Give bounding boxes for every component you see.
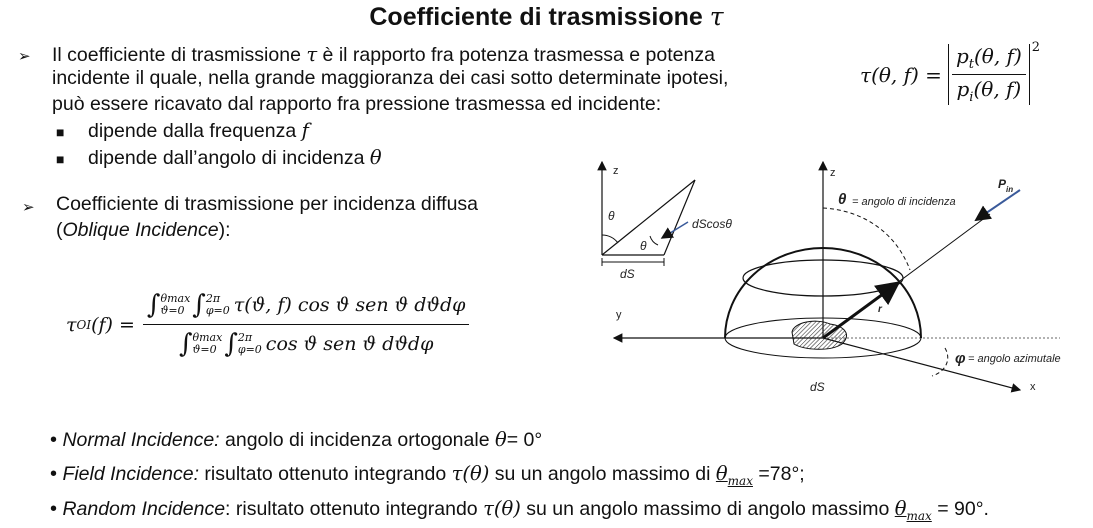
normal-incidence-label: Normal Incidence: <box>62 429 220 451</box>
normal-incidence-theta: θ <box>494 428 507 451</box>
formula-oi-args: (f) = <box>91 313 135 336</box>
title-symbol: τ <box>709 2 724 31</box>
int1-lower: ϑ=0 <box>160 304 185 317</box>
bullet-field-incidence: • Field Incidence: risultato ottenuto integrando τ(θ) su un angolo massimo di $\theta_{max} =78^\circ$; <box>50 462 805 488</box>
field-incidence-text: risultato ottenuto integrando <box>199 463 452 485</box>
random-incidence-text2: su un angolo massimo di angolo massimo <box>520 498 895 520</box>
sub-item-angle-sym: θ <box>369 146 382 169</box>
sub-item-frequency-text: dipende dalla frequenza <box>88 120 302 142</box>
bullet-normal-incidence: • Normal Incidence: angolo di incidenza ortogonale θ= 0° <box>50 428 543 451</box>
theta-description: = angolo di incidenza <box>852 196 956 208</box>
pin-label: $P_{in}$ <box>998 177 1014 194</box>
formula-den-sub: i <box>969 90 974 105</box>
random-incidence-max: max <box>906 508 932 523</box>
small-dscos-label: dScosθ <box>692 217 732 231</box>
sub-item-angle-text: dipende dall’angolo di incidenza <box>88 147 370 169</box>
small-ds-label: dS <box>620 267 635 281</box>
sub-item-angle <box>88 146 382 170</box>
int2-upper: 2π <box>205 292 221 305</box>
formula-den-p: p <box>956 77 970 101</box>
intro-tau-symbol: τ <box>306 43 318 66</box>
field-incidence-tau: τ(θ) <box>451 462 490 485</box>
intro-line-1-text: Il coefficiente di trasmissione <box>52 44 307 66</box>
field-incidence-value: =78°; <box>752 463 805 485</box>
formula-tau-lhs: τ(θ, f) = <box>860 62 942 87</box>
formula-tau-ratio <box>860 40 1041 105</box>
diffuse-paren-open: ( <box>56 219 63 241</box>
int2-lower-den: φ=0 <box>237 343 262 356</box>
small-theta-arc-2 <box>650 236 658 245</box>
formula-oi-tau: τ <box>66 313 77 336</box>
int1-upper: θmax <box>160 292 191 305</box>
page-title <box>0 2 1093 32</box>
small-theta-label: θ <box>608 209 615 223</box>
theta-label: θ <box>838 191 847 208</box>
sub-item-frequency <box>88 119 309 143</box>
intro-bullet-arrow: ➢ <box>18 48 31 65</box>
small-triangle-diagram <box>602 162 732 281</box>
formula-num-args: (θ, f) <box>974 44 1022 68</box>
int2-lower: φ=0 <box>205 304 230 317</box>
random-incidence-label: Random Incidence <box>62 498 226 520</box>
random-incidence-value: = 90°. <box>931 498 989 520</box>
hemisphere-diagram <box>614 162 1061 394</box>
square-bullet-1: ■ <box>56 124 65 140</box>
formula-oi-num-body: τ(ϑ, f) cos ϑ sen ϑ dϑdφ <box>233 294 466 316</box>
field-incidence-text2: su un angolo massimo di <box>489 463 716 485</box>
formula-num-sub: t <box>968 57 974 72</box>
pin-arrow <box>976 190 1020 220</box>
random-incidence-tau: τ(θ) <box>483 497 521 520</box>
diffuse-line-2 <box>56 219 231 242</box>
diffuse-line-1: Coefficiente di trasmissione per incidenza diffusa <box>56 193 479 215</box>
random-incidence-text: : risultato ottenuto integrando <box>225 498 484 520</box>
small-theta-label-2: θ <box>640 239 647 253</box>
phi-description: = angolo azimutale <box>968 353 1061 365</box>
field-incidence-theta: θ <box>715 462 728 485</box>
small-z-label: z <box>613 165 619 177</box>
field-incidence-max: max <box>727 473 753 488</box>
normal-incidence-text: angolo di incidenza ortogonale <box>219 429 495 451</box>
intro-line-1-text-b: è il rapporto fra potenza trasmessa e potenza <box>317 44 715 66</box>
big-y-label: y <box>616 309 622 321</box>
int2-upper-den: 2π <box>237 331 253 344</box>
incidence-diagram <box>580 150 1090 400</box>
phi-label: φ <box>955 350 966 367</box>
formula-den-args: (θ, f) <box>973 77 1022 101</box>
intro-line-3: può essere ricavato dal rapporto fra pressione trasmessa ed incidente: <box>52 93 662 115</box>
small-theta-arc <box>602 235 618 243</box>
formula-num-p: p <box>955 44 969 68</box>
diffuse-bullet-arrow: ➢ <box>22 199 35 216</box>
big-ds-label: dS <box>810 380 825 394</box>
small-hypotenuse <box>602 180 695 255</box>
formula-oi-sub: OI <box>76 317 92 332</box>
bullet-random-incidence: • Random Incidence: risultato ottenuto integrando τ(θ) su un angolo massimo di angolo massimo $\theta_{max} = 90^\circ$. <box>50 497 989 523</box>
diffuse-paren-close: ): <box>218 219 231 241</box>
normal-incidence-value: = 0° <box>506 429 543 451</box>
square-bullet-2: ■ <box>56 151 65 167</box>
incident-ray-line <box>850 214 990 318</box>
sub-item-frequency-sym: f <box>301 119 309 142</box>
big-z-label: z <box>830 167 836 179</box>
int1-lower-den: ϑ=0 <box>192 343 217 356</box>
formula-oi-fraction: ∫ θmax ϑ=0 ∫ 2π φ=0 τ(ϑ, f) cos ϑ sen ϑ dϑdφ ∫ θmax ϑ=0 ∫ 2π φ=0 cos ϑ sen ϑ dϑdφ <box>143 290 470 359</box>
intro-line-1 <box>52 43 715 67</box>
formula-exponent: 2 <box>1031 40 1041 55</box>
formula-tau-oi <box>66 290 469 359</box>
intro-line-2: incidente il quale, nella grande maggioranza dei casi sotto determinate ipotesi, <box>52 67 729 89</box>
big-x-label: x <box>1030 381 1036 393</box>
diffuse-oblique-label: Oblique Incidence <box>62 219 219 241</box>
field-incidence-label: Field Incidence: <box>62 463 200 485</box>
dscos-pointer-arrow <box>662 222 688 238</box>
random-incidence-theta: θ <box>894 497 907 520</box>
phi-angle-arc <box>932 348 948 376</box>
small-side <box>664 180 695 255</box>
int1-upper-den: θmax <box>192 331 223 344</box>
title-text: Coefficiente di trasmissione <box>369 3 703 31</box>
formula-oi-den-body: cos ϑ sen ϑ dϑdφ <box>265 333 434 355</box>
r-label: r <box>878 304 882 315</box>
